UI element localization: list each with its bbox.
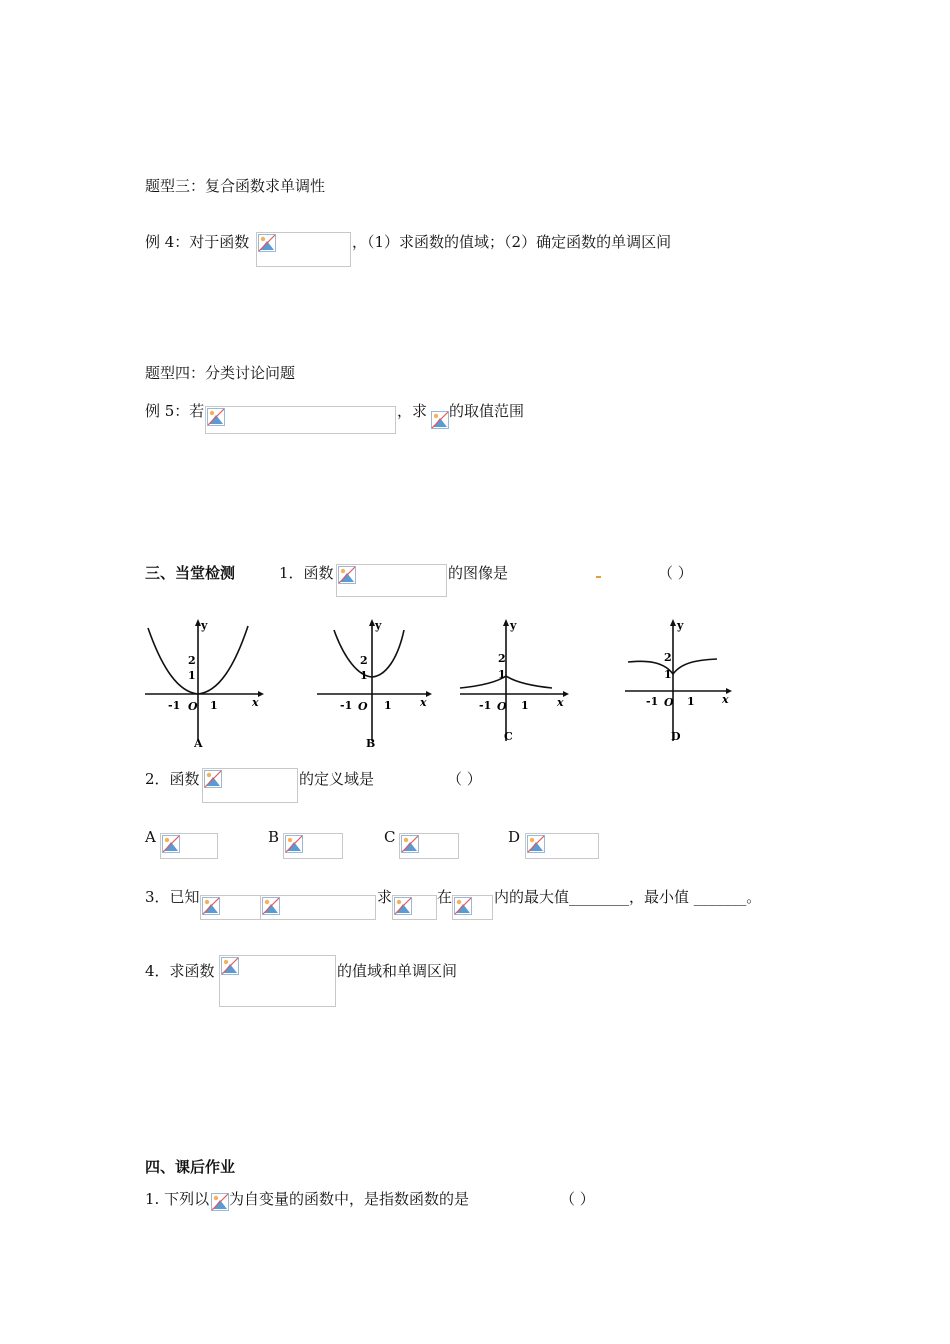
check-q3-in: 在 xyxy=(437,888,453,906)
check-heading: 三、当堂检测 xyxy=(145,564,236,582)
formula-image-q3-d xyxy=(452,895,493,920)
graph-c-tick-2: 2 xyxy=(498,652,506,665)
graph-c-origin: O xyxy=(497,700,507,713)
formula-image-q2 xyxy=(202,768,298,803)
graph-b-y-label: y xyxy=(375,619,382,632)
graph-d-origin: O xyxy=(664,696,674,709)
graph-b-origin: O xyxy=(358,700,368,713)
graph-c-tick-1: 1 xyxy=(498,668,506,681)
formula-image-q1 xyxy=(336,564,447,597)
formula-image-option-c xyxy=(399,833,459,859)
graph-a-tick-p1: 1 xyxy=(210,699,218,712)
example4-prefix: 例 4：对于函数 xyxy=(145,233,250,251)
graph-d-tick-m1: -1 xyxy=(646,695,659,708)
formula-image-example5 xyxy=(205,406,396,434)
option-a-label: A xyxy=(145,828,156,846)
graph-a-svg xyxy=(140,616,265,751)
check-q1-paren: （ ） xyxy=(658,564,693,582)
graph-a-tick-m1: -1 xyxy=(168,699,181,712)
graph-d-tick-1: 1 xyxy=(664,668,672,681)
graph-d-svg xyxy=(620,616,745,751)
broken-image-icon xyxy=(221,957,239,975)
formula-image-q3-a xyxy=(200,895,262,920)
check-q1-prefix: 1．函数 xyxy=(279,564,334,582)
graph-a-letter: A xyxy=(194,737,203,750)
formula-image-option-d xyxy=(525,833,599,859)
type3-heading: 题型三：复合函数求单调性 xyxy=(145,177,326,195)
graph-b-tick-1: 1 xyxy=(360,669,368,682)
homework-q1-paren: （ ） xyxy=(560,1190,595,1208)
variable-image-example5 xyxy=(431,410,449,430)
check-q2-paren: （ ） xyxy=(447,770,482,788)
graph-option-c xyxy=(455,616,580,751)
check-q2-prefix: 2．函数 xyxy=(145,770,200,788)
graph-option-d xyxy=(620,616,745,751)
broken-image-icon xyxy=(204,770,222,788)
type4-heading: 题型四：分类讨论问题 xyxy=(145,364,296,382)
formula-image-q3-c xyxy=(392,895,437,920)
broken-image-icon xyxy=(338,566,356,584)
option-d-label: D xyxy=(508,828,521,846)
formula-image-option-a xyxy=(160,833,218,859)
graph-c-tick-p1: 1 xyxy=(521,699,529,712)
broken-image-icon xyxy=(401,835,419,853)
graph-c-y-label: y xyxy=(510,619,517,632)
graph-a-y-label: y xyxy=(201,619,208,632)
broken-image-icon xyxy=(258,234,276,252)
check-q2-suffix: 的定义域是 xyxy=(299,770,375,788)
check-q4-suffix: 的值域和单调区间 xyxy=(337,962,458,980)
graph-a-x-label: x xyxy=(252,696,259,709)
check-q1-suffix: 的图像是 xyxy=(448,564,509,582)
graph-d-tick-p1: 1 xyxy=(687,695,695,708)
check-q4-prefix: 4．求函数 xyxy=(145,962,215,980)
broken-image-icon xyxy=(211,1193,229,1211)
option-b-label: B xyxy=(268,828,280,846)
graph-c-letter: C xyxy=(504,730,513,743)
broken-image-icon xyxy=(162,835,180,853)
graph-b-tick-p1: 1 xyxy=(384,699,392,712)
graph-c-x-label: x xyxy=(557,696,564,709)
graph-option-b xyxy=(312,616,437,751)
formula-image-q4 xyxy=(219,955,336,1007)
homework-q1-prefix: 1. 下列以 xyxy=(145,1190,210,1208)
example4-suffix: ，（1）求函数的值域；（2）确定函数的单调区间 xyxy=(352,233,672,251)
homework-q1-suffix: 为自变量的函数中，是指数函数的是 xyxy=(229,1190,470,1208)
graph-d-tick-2: 2 xyxy=(664,651,672,664)
graph-c-svg xyxy=(455,616,580,751)
formula-image-q3-b xyxy=(260,895,376,920)
stray-mark xyxy=(596,576,601,578)
graph-b-letter: B xyxy=(366,737,376,750)
example5-mid: ，求 xyxy=(397,402,428,420)
graph-b-tick-2: 2 xyxy=(360,654,368,667)
graph-a-tick-1: 1 xyxy=(188,669,196,682)
graph-option-a xyxy=(140,616,265,751)
broken-image-icon xyxy=(394,897,412,915)
graph-b-tick-m1: -1 xyxy=(340,699,353,712)
graph-d-x-label: x xyxy=(722,693,729,706)
example5-suffix: 的取值范围 xyxy=(449,402,525,420)
broken-image-icon xyxy=(527,835,545,853)
broken-image-icon xyxy=(431,411,449,429)
option-c-label: C xyxy=(384,828,396,846)
graph-d-y-label: y xyxy=(677,619,684,632)
graph-d-letter: D xyxy=(671,730,681,743)
example5-prefix: 例 5：若 xyxy=(145,402,205,420)
broken-image-icon xyxy=(207,408,225,426)
graph-b-svg xyxy=(312,616,437,751)
broken-image-icon xyxy=(454,897,472,915)
formula-image-example4 xyxy=(256,232,351,267)
homework-heading: 四、课后作业 xyxy=(145,1158,236,1176)
graph-c-tick-m1: -1 xyxy=(479,699,492,712)
graph-a-tick-2: 2 xyxy=(188,654,196,667)
formula-image-option-b xyxy=(283,833,343,859)
variable-image-homework xyxy=(211,1192,229,1212)
check-q3-max: 内的最大值________，最小值 _______。 xyxy=(494,888,762,906)
graph-a-origin: O xyxy=(188,700,198,713)
check-q3-prefix: 3．已知 xyxy=(145,888,200,906)
broken-image-icon xyxy=(202,897,220,915)
broken-image-icon xyxy=(285,835,303,853)
check-q3-seek: 求 xyxy=(377,888,393,906)
graph-b-x-label: x xyxy=(420,696,427,709)
broken-image-icon xyxy=(262,897,280,915)
